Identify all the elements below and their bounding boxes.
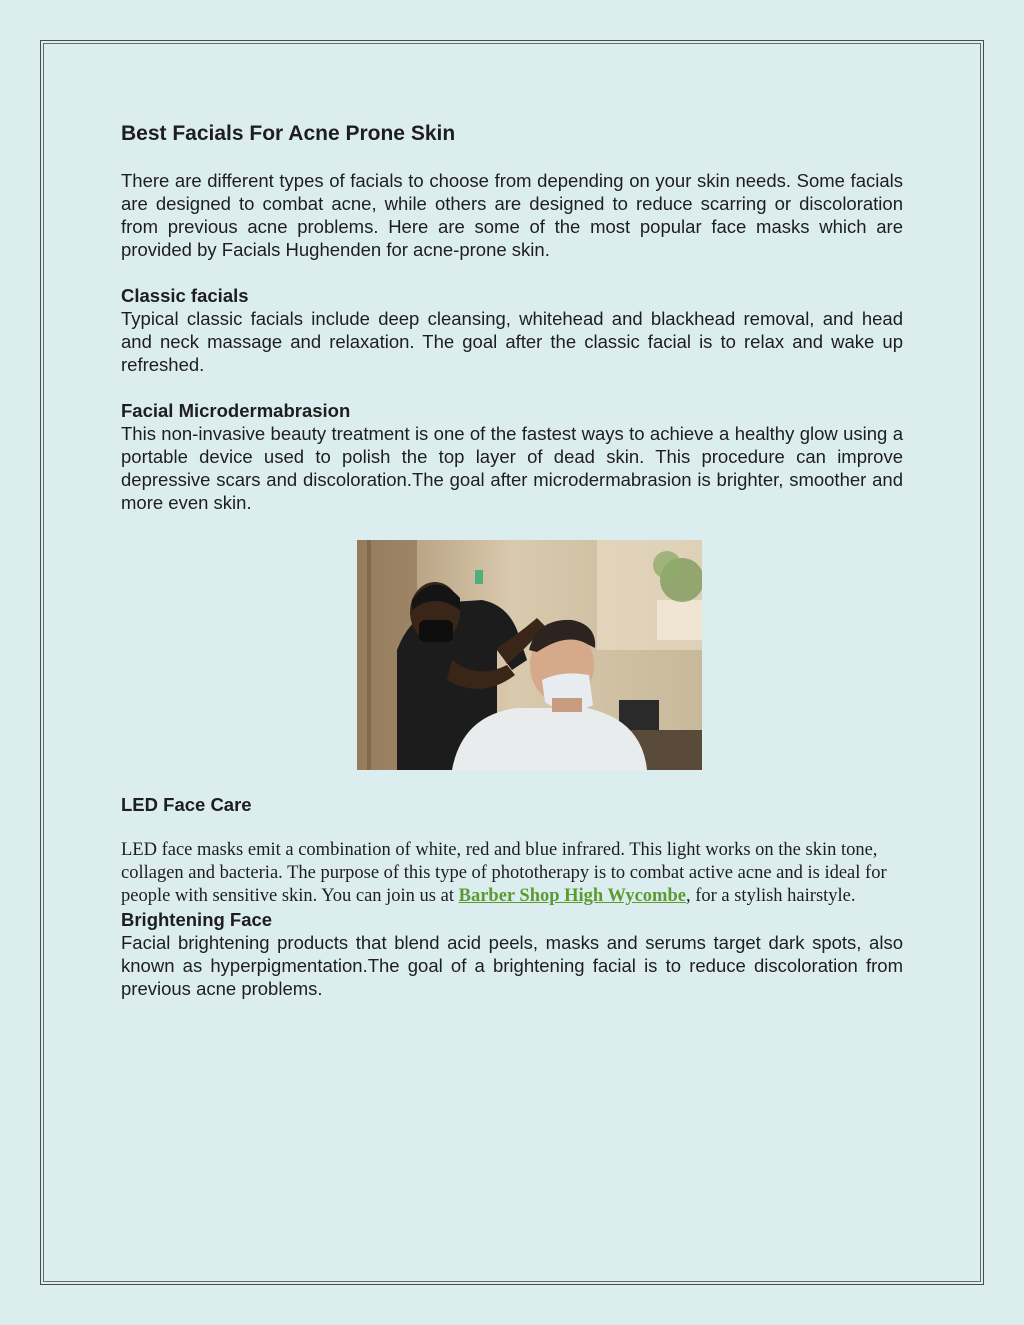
- section-body-led: [121, 839, 903, 908]
- document-content-lower: [121, 793, 903, 1000]
- led-body-text-end: , for a stylish hairstyle.: [685, 886, 856, 906]
- section-heading-microdermabrasion: Facial Microdermabrasion: [121, 400, 351, 421]
- section-heading-brightening: Brightening Face: [121, 909, 273, 930]
- section-body-classic-facials: Typical classic facials include deep cleansing, whitehead and blackhead removal, and head and neck massage and relaxation. The goal after the classic facial is to relax and wake up refreshed.: [121, 308, 903, 375]
- section-body-microdermabrasion: This non-invasive beauty treatment is one of the fastest ways to achieve a healthy glow using a portable device used to polish the top layer of dead skin. This procedure can improve depressive scars and discoloration.The goal after microdermabrasion is brighter, smoother and more even skin.: [121, 423, 903, 513]
- document-title: Best Facials For Acne Prone Skin: [121, 122, 456, 145]
- barber-photo: [357, 540, 702, 770]
- section-heading-led: LED Face Care: [121, 794, 252, 815]
- intro-paragraph: There are different types of facials to choose from depending on your skin needs. Some facials are designed to combat acne, while others are designed to reduce scarring or discoloration from previous acne problems. Here are some of the most popular face masks which are provided by Facials Hughenden for acne-prone skin.: [121, 170, 903, 260]
- barber-shop-link[interactable]: Barber Shop High Wycombe: [458, 886, 686, 906]
- section-heading-classic-facials: Classic facials: [121, 285, 249, 306]
- section-body-brightening: Facial brightening products that blend acid peels, masks and serums target dark spots, also known as hyperpigmentation.The goal of a brightening facial is to reduce discoloration from previous acne problems.: [121, 932, 903, 999]
- document-content: [121, 120, 903, 514]
- led-body-text: LED face masks emit a combination of white, red and blue infrared. This light works on the skin tone, collagen and bacteria. The purpose of this type of phototherapy is to combat active acne and is ideal for people with sensitive skin. You can join us at: [121, 840, 887, 906]
